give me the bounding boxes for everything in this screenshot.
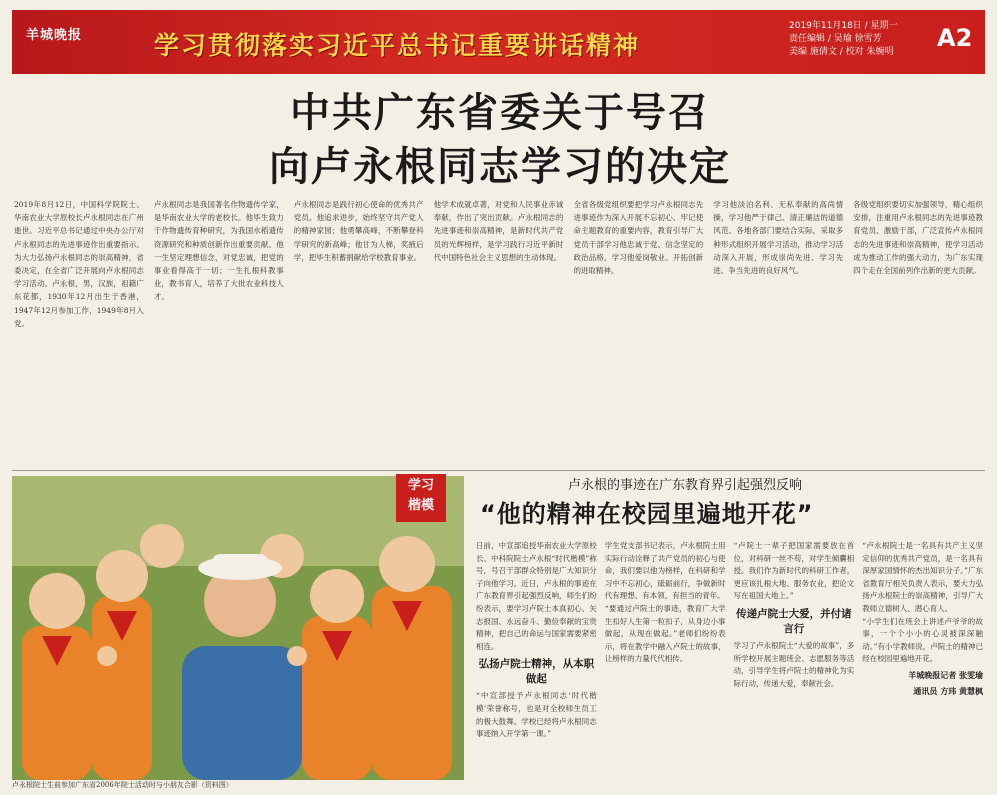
column-tag xyxy=(396,474,446,522)
tag-line-1: 学习 xyxy=(407,478,434,493)
masthead-banner xyxy=(12,10,985,74)
editor-credit: 责任编辑 / 吴瑜 徐雪芳 xyxy=(789,34,882,44)
feature-column xyxy=(605,540,726,788)
feature-subhead: 弘扬卢院士精神，从本职做起 xyxy=(478,658,595,686)
headline-line-2: 向卢永根同志学习的决定 xyxy=(269,144,731,190)
feature-column xyxy=(734,540,855,788)
section-slogan: 学习贯彻落实习近平总书记重要讲话精神 xyxy=(154,31,641,60)
feature-body xyxy=(476,540,983,788)
body-column: 卢永根同志是我国著名作物遗传学家，是华南农业大学的老校长。他毕生致力于作物遗传育种研究，为我国水稻遗传资源研究和种质创新作出重要贡献。他一生坚定理想信念，对党忠诚，把党的事业看得高于一切；一生扎根科教事业，教书育人，培养了大批农业科技人才。 xyxy=(153,200,284,302)
section-divider xyxy=(12,470,985,471)
reporter-byline: 羊城晚报记者 张雯瑜 xyxy=(908,670,983,680)
feature-paragraph: “中宣部授予卢永根同志‘时代楷模’荣誉称号，也是对全校师生员工的极大鼓舞。学校已经将卢永根同志事迹纳入开学第一课。” xyxy=(476,691,597,739)
correspondent-byline: 通讯员 方玮 黄慧枫 xyxy=(913,686,983,696)
feature-paragraph: “小学生们在班会上讲述卢爷爷的故事，一个个小小的心灵被深深触动。”有小学教师说，卢院士的精神已经在校园里遍地开花。 xyxy=(862,616,983,664)
feature-paragraph: “要通过卢院士的事迹，教育广大学生扣好人生第一粒扣子，从身边小事做起，从现在做起。”老师们纷纷表示，将在教学中融入卢院士的故事，让榜样的力量代代相传。 xyxy=(604,603,726,664)
feature-paragraph: “卢永根院士是一名具有共产主义坚定信仰的优秀共产党员，是一名具有深厚家国情怀的杰出知识分子。”广东省教育厅相关负责人表示，要大力弘扬卢永根院士的崇高精神，引导广大教师立德树人、潜心育人。 xyxy=(862,541,983,613)
body-column: 各级党组织要切实加强领导，精心组织安排，注重用卢永根同志的先进事迹教育党员、激励干部，广泛宣传卢永根同志的先进事迹和崇高精神，使学习活动成为推动工作的强大动力，为广东实现四个走在全国前列作出新的更大贡献。 xyxy=(853,200,983,276)
body-column: 全省各级党组织要把学习卢永根同志先进事迹作为深入开展不忘初心、牢记使命主题教育的重要内容，教育引导广大党员干部学习他忠诚于党、信念坚定的政治品格，学习他爱岗敬业、开拓创新的进取精神。 xyxy=(573,200,704,276)
body-column: 他学术成就卓著，对党和人民事业赤诚奉献，作出了突出贡献。卢永根同志的先进事迹和崇高精神，是新时代共产党员的光辉榜样，是学习践行习近平新时代中国特色社会主义思想的生动体现。 xyxy=(433,200,564,262)
article-body xyxy=(14,198,983,468)
feature-subhead: 传递卢院士大爱，并付诸言行 xyxy=(736,607,852,635)
feature-paragraph: 学习了卢永根院士“大爱的故事”，多所学校开展主题班会、志愿服务等活动，引导学生将卢院士的精神化为实际行动，传递大爱，奉献社会。 xyxy=(733,640,855,688)
body-column: 学习他淡泊名利、无私奉献的高尚情操，学习他严于律己、清正廉洁的道德风范。各地各部门要结合实际，采取多种形式组织开展学习活动，推动学习活动深入开展，形成崇尚先进、学习先进、争当先进的良好风气。 xyxy=(713,200,844,276)
headline-line-1: 中共广东省委关于号召 xyxy=(290,90,710,136)
feature-paragraph: 日前，中宣部追授华南农业大学原校长、中科院院士卢永根“时代楷模”称号，号召干部群众特别是广大知识分子向他学习。近日，卢永根的事迹在广东教育界引起强烈反响，师生们纷纷表示，要学习卢院士本真初心、矢志报国、永远奋斗、勤俭奉献的宝贵精神，把自己的命运与国家需要紧密相连。 xyxy=(476,541,597,651)
feature-kicker: 卢永根的事迹在广东教育界引起强烈反响 xyxy=(568,478,803,493)
design-credit: 美编 施倩文 / 校对 朱婉明 xyxy=(789,47,894,57)
main-headline xyxy=(170,86,830,194)
feature-paragraph: “卢院士一辈子把国家需要放在首位，对科研一丝不苟，对学生倾囊相授。我们作为新时代的科研工作者，更应该扎根大地、服务农业，把论文写在祖国大地上。” xyxy=(733,541,855,601)
feature-paragraph: 学生党支部书记表示，卢永根院士用实际行动诠释了共产党员的初心与使命，我们要以他为榜样，在科研和学习中不忘初心，砥砺前行，争做新时代有理想、有本领、有担当的青年。 xyxy=(604,541,726,601)
tag-line-2: 楷模 xyxy=(407,498,434,513)
newspaper-logo: 羊城晚报 xyxy=(26,28,83,43)
page-meta xyxy=(789,20,959,59)
photo-caption: 卢永根院士生前参加广东省2006年院士活动时与小朋友合影（资料图） xyxy=(12,781,233,789)
page-number: A2 xyxy=(937,24,973,52)
feature-title: “他的精神在校园里遍地开花” xyxy=(480,500,814,528)
body-column: 卢永根同志是践行初心使命的优秀共产党员。他追求进步，始终坚守共产党人的精神家园；他勇攀高峰，不断攀登科学研究的新高峰；他甘为人梯，奖掖后学，把毕生积蓄捐献给学校教育事业。 xyxy=(293,200,424,262)
body-column: 2019年8月12日，中国科学院院士、华南农业大学原校长卢永根同志在广州逝世。习近平总书记通过中央办公厅对卢永根同志的先进事迹作出重要指示。为大力弘扬卢永根同志的崇高精神，省委决定，在全省广泛开展向卢永根同志学习活动。卢永根，男，汉族，祖籍广东花都，1930年12月出生于香港，1947年12月参加工作，1949年8月入党。 xyxy=(14,200,144,328)
feature-column xyxy=(476,540,597,788)
issue-date: 2019年11月18日 / 星期一 xyxy=(789,21,898,31)
feature-column xyxy=(862,540,983,788)
